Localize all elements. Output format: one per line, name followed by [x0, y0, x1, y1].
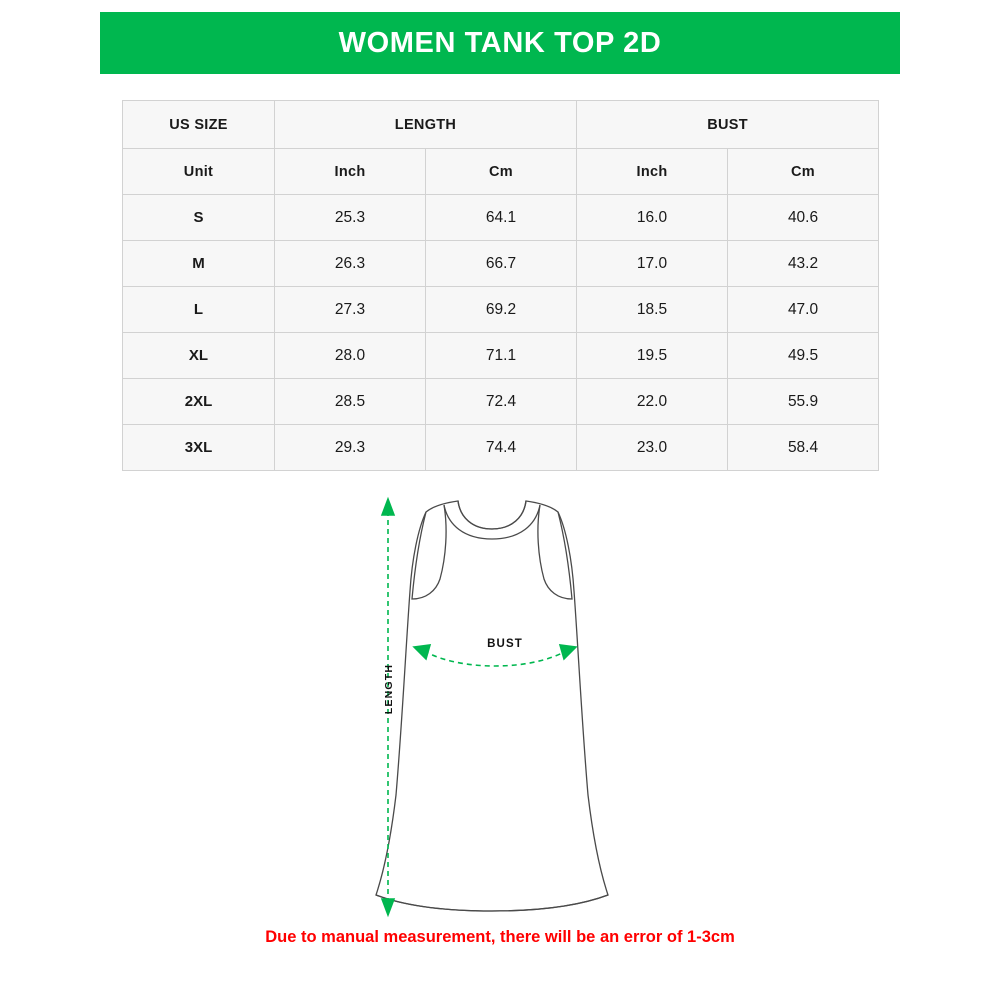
row-bust-inch: 18.5 [577, 287, 728, 333]
table-unit-row [123, 149, 879, 195]
length-measure-label: LENGTH [383, 663, 396, 715]
unit-length-cm: Cm [426, 149, 577, 195]
tank-top-outline [376, 501, 608, 911]
row-bust-cm: 43.2 [728, 241, 879, 287]
neckline [458, 501, 526, 529]
row-bust-inch: 19.5 [577, 333, 728, 379]
armhole-right [538, 505, 572, 599]
row-length-inch: 28.0 [275, 333, 426, 379]
size-table-wrapper [122, 100, 879, 471]
header-banner [100, 12, 900, 74]
neckline-inner [444, 505, 540, 539]
table-group-header-row [123, 101, 879, 149]
row-length-cm: 66.7 [426, 241, 577, 287]
row-bust-inch: 16.0 [577, 195, 728, 241]
row-length-cm: 69.2 [426, 287, 577, 333]
row-size: M [123, 241, 275, 287]
table-row [123, 379, 879, 425]
unit-cell-label: Unit [123, 149, 275, 195]
row-size: L [123, 287, 275, 333]
row-length-cm: 74.4 [426, 425, 577, 471]
size-table [122, 100, 879, 471]
table-row [123, 425, 879, 471]
row-length-cm: 71.1 [426, 333, 577, 379]
row-size: 3XL [123, 425, 275, 471]
row-bust-inch: 23.0 [577, 425, 728, 471]
row-length-inch: 27.3 [275, 287, 426, 333]
row-bust-cm: 55.9 [728, 379, 879, 425]
row-length-inch: 25.3 [275, 195, 426, 241]
row-bust-inch: 17.0 [577, 241, 728, 287]
unit-length-inch: Inch [275, 149, 426, 195]
row-length-inch: 26.3 [275, 241, 426, 287]
table-row [123, 241, 879, 287]
table-row [123, 287, 879, 333]
row-size: XL [123, 333, 275, 379]
header-us-size: US SIZE [123, 101, 275, 149]
row-length-inch: 29.3 [275, 425, 426, 471]
armhole-left [412, 505, 446, 599]
row-bust-cm: 47.0 [728, 287, 879, 333]
row-length-cm: 64.1 [426, 195, 577, 241]
row-size: S [123, 195, 275, 241]
table-row [123, 333, 879, 379]
page-title: WOMEN TANK TOP 2D [338, 26, 662, 59]
row-bust-cm: 40.6 [728, 195, 879, 241]
row-length-cm: 72.4 [426, 379, 577, 425]
row-size: 2XL [123, 379, 275, 425]
row-bust-cm: 49.5 [728, 333, 879, 379]
bust-measure-label: BUST [487, 638, 523, 650]
measurement-disclaimer: Due to manual measurement, there will be an error of 1-3cm [265, 928, 735, 946]
unit-bust-inch: Inch [577, 149, 728, 195]
table-row [123, 195, 879, 241]
header-bust: BUST [577, 101, 879, 149]
row-bust-inch: 22.0 [577, 379, 728, 425]
row-bust-cm: 58.4 [728, 425, 879, 471]
body-outline [376, 501, 608, 911]
unit-bust-cm: Cm [728, 149, 879, 195]
header-length: LENGTH [275, 101, 577, 149]
garment-diagram [340, 495, 670, 920]
row-length-inch: 28.5 [275, 379, 426, 425]
hem-line [376, 895, 608, 911]
